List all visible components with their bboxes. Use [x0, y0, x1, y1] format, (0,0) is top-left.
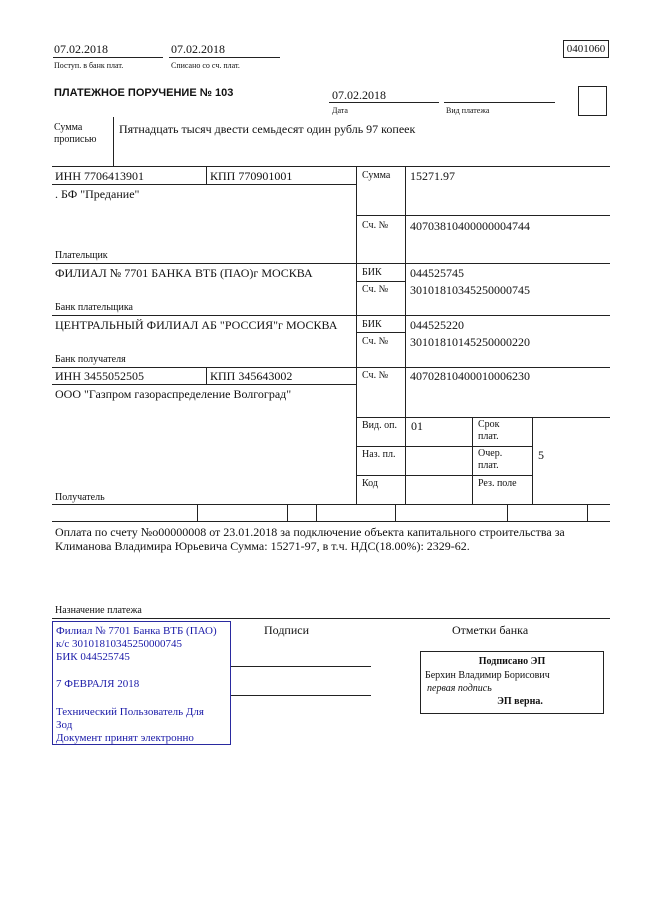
order-date-label: Дата [332, 106, 348, 115]
grid-line [52, 521, 610, 522]
grid-line [52, 367, 610, 368]
priority-label-2: плат. [478, 460, 499, 471]
payer-account: 40703810400000004744 [410, 219, 530, 233]
op-type-value: 01 [411, 419, 423, 433]
e-signature-type: первая подпись [427, 683, 492, 694]
payer-bank-bik: 044525745 [410, 266, 464, 280]
payee-inn: ИНН 3455052505 [55, 369, 144, 383]
payer-bank-label: Банк плательщика [55, 302, 133, 313]
payee-name: ООО "Газпром газораспределение Волгоград" [55, 387, 292, 401]
grid-line [52, 184, 357, 185]
e-signature-signer: Берхин Владимир Борисович [425, 670, 550, 681]
reserve-label: Рез. поле [478, 478, 517, 489]
payee-account: 40702810400010006230 [410, 369, 530, 383]
bank-marks-label: Отметки банка [452, 623, 529, 637]
grid-line [356, 446, 473, 447]
page-title: ПЛАТЕЖНОЕ ПОРУЧЕНИЕ № 103 [54, 87, 234, 99]
grid-line [356, 281, 405, 282]
grid-line [206, 166, 207, 184]
payee-kpp: КПП 345643002 [210, 369, 293, 383]
divider [113, 117, 114, 166]
grid-line [52, 504, 610, 505]
grid-line [52, 618, 610, 619]
op-type-label: Вид. оп. [362, 420, 397, 431]
grid-line [316, 504, 317, 521]
grid-line [472, 446, 532, 447]
signature-line-2 [231, 695, 371, 696]
grid-line [356, 332, 405, 333]
priority-value: 5 [538, 448, 544, 462]
grid-line [395, 504, 396, 521]
order-date-underline [329, 102, 439, 103]
purpose-line-1: Оплата по счету №о00000008 от 23.01.2018 за подключение объекта капитального строительства за [55, 525, 565, 539]
stamp-date: 7 ФЕВРАЛЯ 2018 [56, 678, 140, 690]
date-debited-label: Списано со сч. плат. [171, 61, 240, 70]
payer-bank-account: 30101810345250000745 [410, 283, 530, 297]
e-signature-verdict: ЭП верна. [497, 696, 543, 707]
signature-line-1 [231, 666, 371, 667]
grid-line [472, 417, 473, 504]
grid-line [507, 504, 508, 521]
payee-label: Получатель [55, 492, 105, 503]
stamp-user-2: Зод [56, 719, 73, 731]
payee-bank-label: Банк получателя [55, 354, 126, 365]
term-label-1: Срок [478, 419, 500, 430]
payee-account-label: Сч. № [362, 370, 389, 381]
grid-line [52, 263, 610, 264]
payee-bank-bik-label: БИК [362, 319, 382, 330]
grid-line [206, 367, 207, 384]
grid-line [405, 166, 406, 504]
payer-bank-account-label: Сч. № [362, 284, 389, 295]
payer-name: . БФ "Предание" [55, 187, 140, 201]
amount-words-label-2: прописью [54, 134, 97, 145]
sum-label: Сумма [362, 170, 391, 181]
date-received: 07.02.2018 [54, 42, 108, 56]
grid-line [356, 166, 357, 504]
date-received-label: Поступ. в банк плат. [54, 61, 124, 70]
payer-kpp: КПП 770901001 [210, 169, 293, 183]
grid-line [356, 417, 610, 418]
stamp-bik: БИК 044525745 [56, 651, 130, 663]
payer-bank-name: ФИЛИАЛ № 7701 БАНКА ВТБ (ПАО)г МОСКВА [55, 266, 313, 280]
payment-type-underline [444, 102, 555, 103]
payment-type-label: Вид платежа [446, 106, 490, 115]
date-debited: 07.02.2018 [171, 42, 225, 56]
amount-words-value: Пятнадцать тысяч двести семьдесят один рубль 97 копеек [119, 122, 416, 136]
grid-line [287, 504, 288, 521]
form-code: 0401060 [563, 40, 609, 58]
grid-line [52, 166, 610, 167]
payer-label: Плательщик [55, 250, 108, 261]
stamp-user-1: Технический Пользователь Для [56, 706, 204, 718]
purpose-code-label: Наз. пл. [362, 449, 396, 460]
date-received-underline [53, 57, 163, 58]
code-label: Код [362, 478, 378, 489]
grid-line [356, 215, 610, 216]
payee-bank-account-label: Сч. № [362, 336, 389, 347]
stamp-status: Документ принят электронно [56, 732, 194, 744]
grid-line [356, 475, 473, 476]
grid-line [197, 504, 198, 521]
bank-stamp [52, 621, 231, 745]
grid-line [532, 417, 533, 504]
priority-label-1: Очер. [478, 448, 503, 459]
payee-bank-name: ЦЕНТРАЛЬНЫЙ ФИЛИАЛ АБ "РОССИЯ"г МОСКВА [55, 318, 338, 332]
grid-line [52, 384, 357, 385]
stamp-bank-name: Филиал № 7701 Банка ВТБ (ПАО) [56, 625, 217, 637]
payer-account-label: Сч. № [362, 220, 389, 231]
grid-line [587, 504, 588, 521]
term-label-2: плат. [478, 431, 499, 442]
payee-bank-account: 30101810145250000220 [410, 335, 530, 349]
purpose-label: Назначение платежа [55, 605, 142, 616]
purpose-line-2: Климанова Владимира Юрьевича Сумма: 15271-97, в т.ч. НДС(18.00%): 2329-62. [55, 539, 470, 553]
sum-value: 15271.97 [410, 169, 455, 183]
stamp-corr-account: к/с 30101810345250000745 [56, 638, 183, 650]
e-signature-title: Подписано ЭП [478, 656, 546, 667]
payee-bank-bik: 044525220 [410, 318, 464, 332]
signatures-label: Подписи [264, 623, 310, 637]
status-box [578, 86, 607, 116]
payer-inn: ИНН 7706413901 [55, 169, 144, 183]
grid-line [52, 315, 610, 316]
e-signature-box [420, 651, 604, 714]
payer-bank-bik-label: БИК [362, 267, 382, 278]
grid-line [472, 475, 532, 476]
amount-words-label-1: Сумма [54, 122, 83, 133]
date-debited-underline [169, 57, 280, 58]
order-date: 07.02.2018 [332, 88, 386, 102]
